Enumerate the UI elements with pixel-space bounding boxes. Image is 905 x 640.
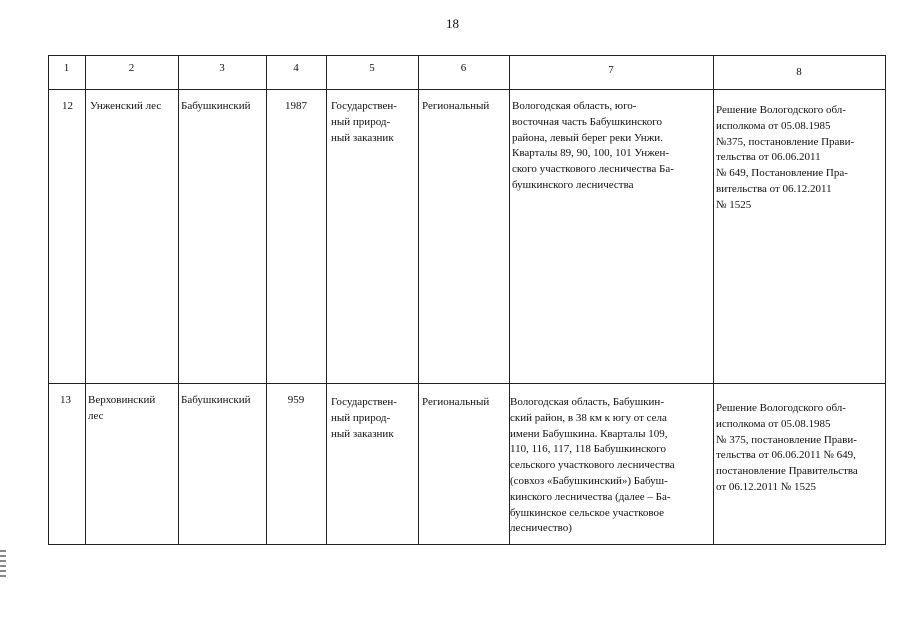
header-cell-3: 3 <box>219 62 225 74</box>
header-cell-6: 6 <box>460 62 467 74</box>
row-13-year: 959 <box>287 394 305 406</box>
row-13-number: 13 <box>60 394 71 406</box>
row-13-location: Вологодская область, Бабушкин- ский район, в 38 км к югу от села имени Бабушкина. Кварталы 109, 110, 116, 117, 118 Бабушкинского сельского участкового лесничества (совхоз «Бабушкинский») Бабуш- кинского лесничества (далее – Ба- бушкинское сельское участковое лесничество) <box>510 396 675 535</box>
col-border <box>326 55 327 545</box>
row-12-number: 12 <box>62 100 73 112</box>
header-cell-4: 4 <box>293 62 299 74</box>
col-border <box>178 55 179 545</box>
scan-edge-mark <box>0 550 6 580</box>
header-bottom-border <box>48 89 886 90</box>
row-13-category: Государствен- ный природ- ный заказник <box>331 396 397 440</box>
row-12-district: Бабушкинский <box>181 100 251 112</box>
header-cell-8: 8 <box>796 66 802 78</box>
row-12-category: Государствен- ный природ- ный заказник <box>331 100 397 144</box>
col-border <box>713 55 714 545</box>
row-12-name: Унженский лес <box>90 100 162 112</box>
table-bottom-border <box>48 544 886 545</box>
row-12-documents: Решение Вологодского обл- исполкома от 05.08.1985 №375, постановление Прави- тельства от 06.06.2011 № 649, Постановление Пра- вительства от 06.12.2011 № 1525 <box>716 104 855 211</box>
header-cell-7: 7 <box>608 64 614 76</box>
header-cell-5: 5 <box>369 62 375 74</box>
col-border <box>48 55 49 545</box>
page-number: 18 <box>446 16 459 31</box>
row-13-district: Бабушкинский <box>181 394 251 406</box>
header-cell-2: 2 <box>128 62 135 74</box>
col-border <box>418 55 419 545</box>
row-divider <box>48 383 886 384</box>
col-border <box>85 55 86 545</box>
header-cell-1: 1 <box>63 62 70 74</box>
row-12-location: Вологодская область, юго- восточная часть Бабушкинского района, левый берег реки Унжи. Кварталы 89, 90, 100, 101 Унжен- ского участкового лесничества Ба- бушкинского лесничества <box>512 100 674 191</box>
col-border <box>885 55 886 545</box>
row-13-documents: Решение Вологодского обл- исполкома от 05.08.1985 № 375, постановление Прави- тельства от 06.06.2011 № 649, постановление Правительства от 06.12.2011 № 1525 <box>716 402 858 493</box>
table-top-border <box>48 55 886 56</box>
row-12-significance: Региональный <box>422 100 490 112</box>
col-border <box>266 55 267 545</box>
row-13-name: Верховинский лес <box>88 394 156 422</box>
row-12-year: 1987 <box>285 100 307 112</box>
protected-areas-table <box>48 55 886 545</box>
row-13-significance: Региональный <box>422 396 490 408</box>
